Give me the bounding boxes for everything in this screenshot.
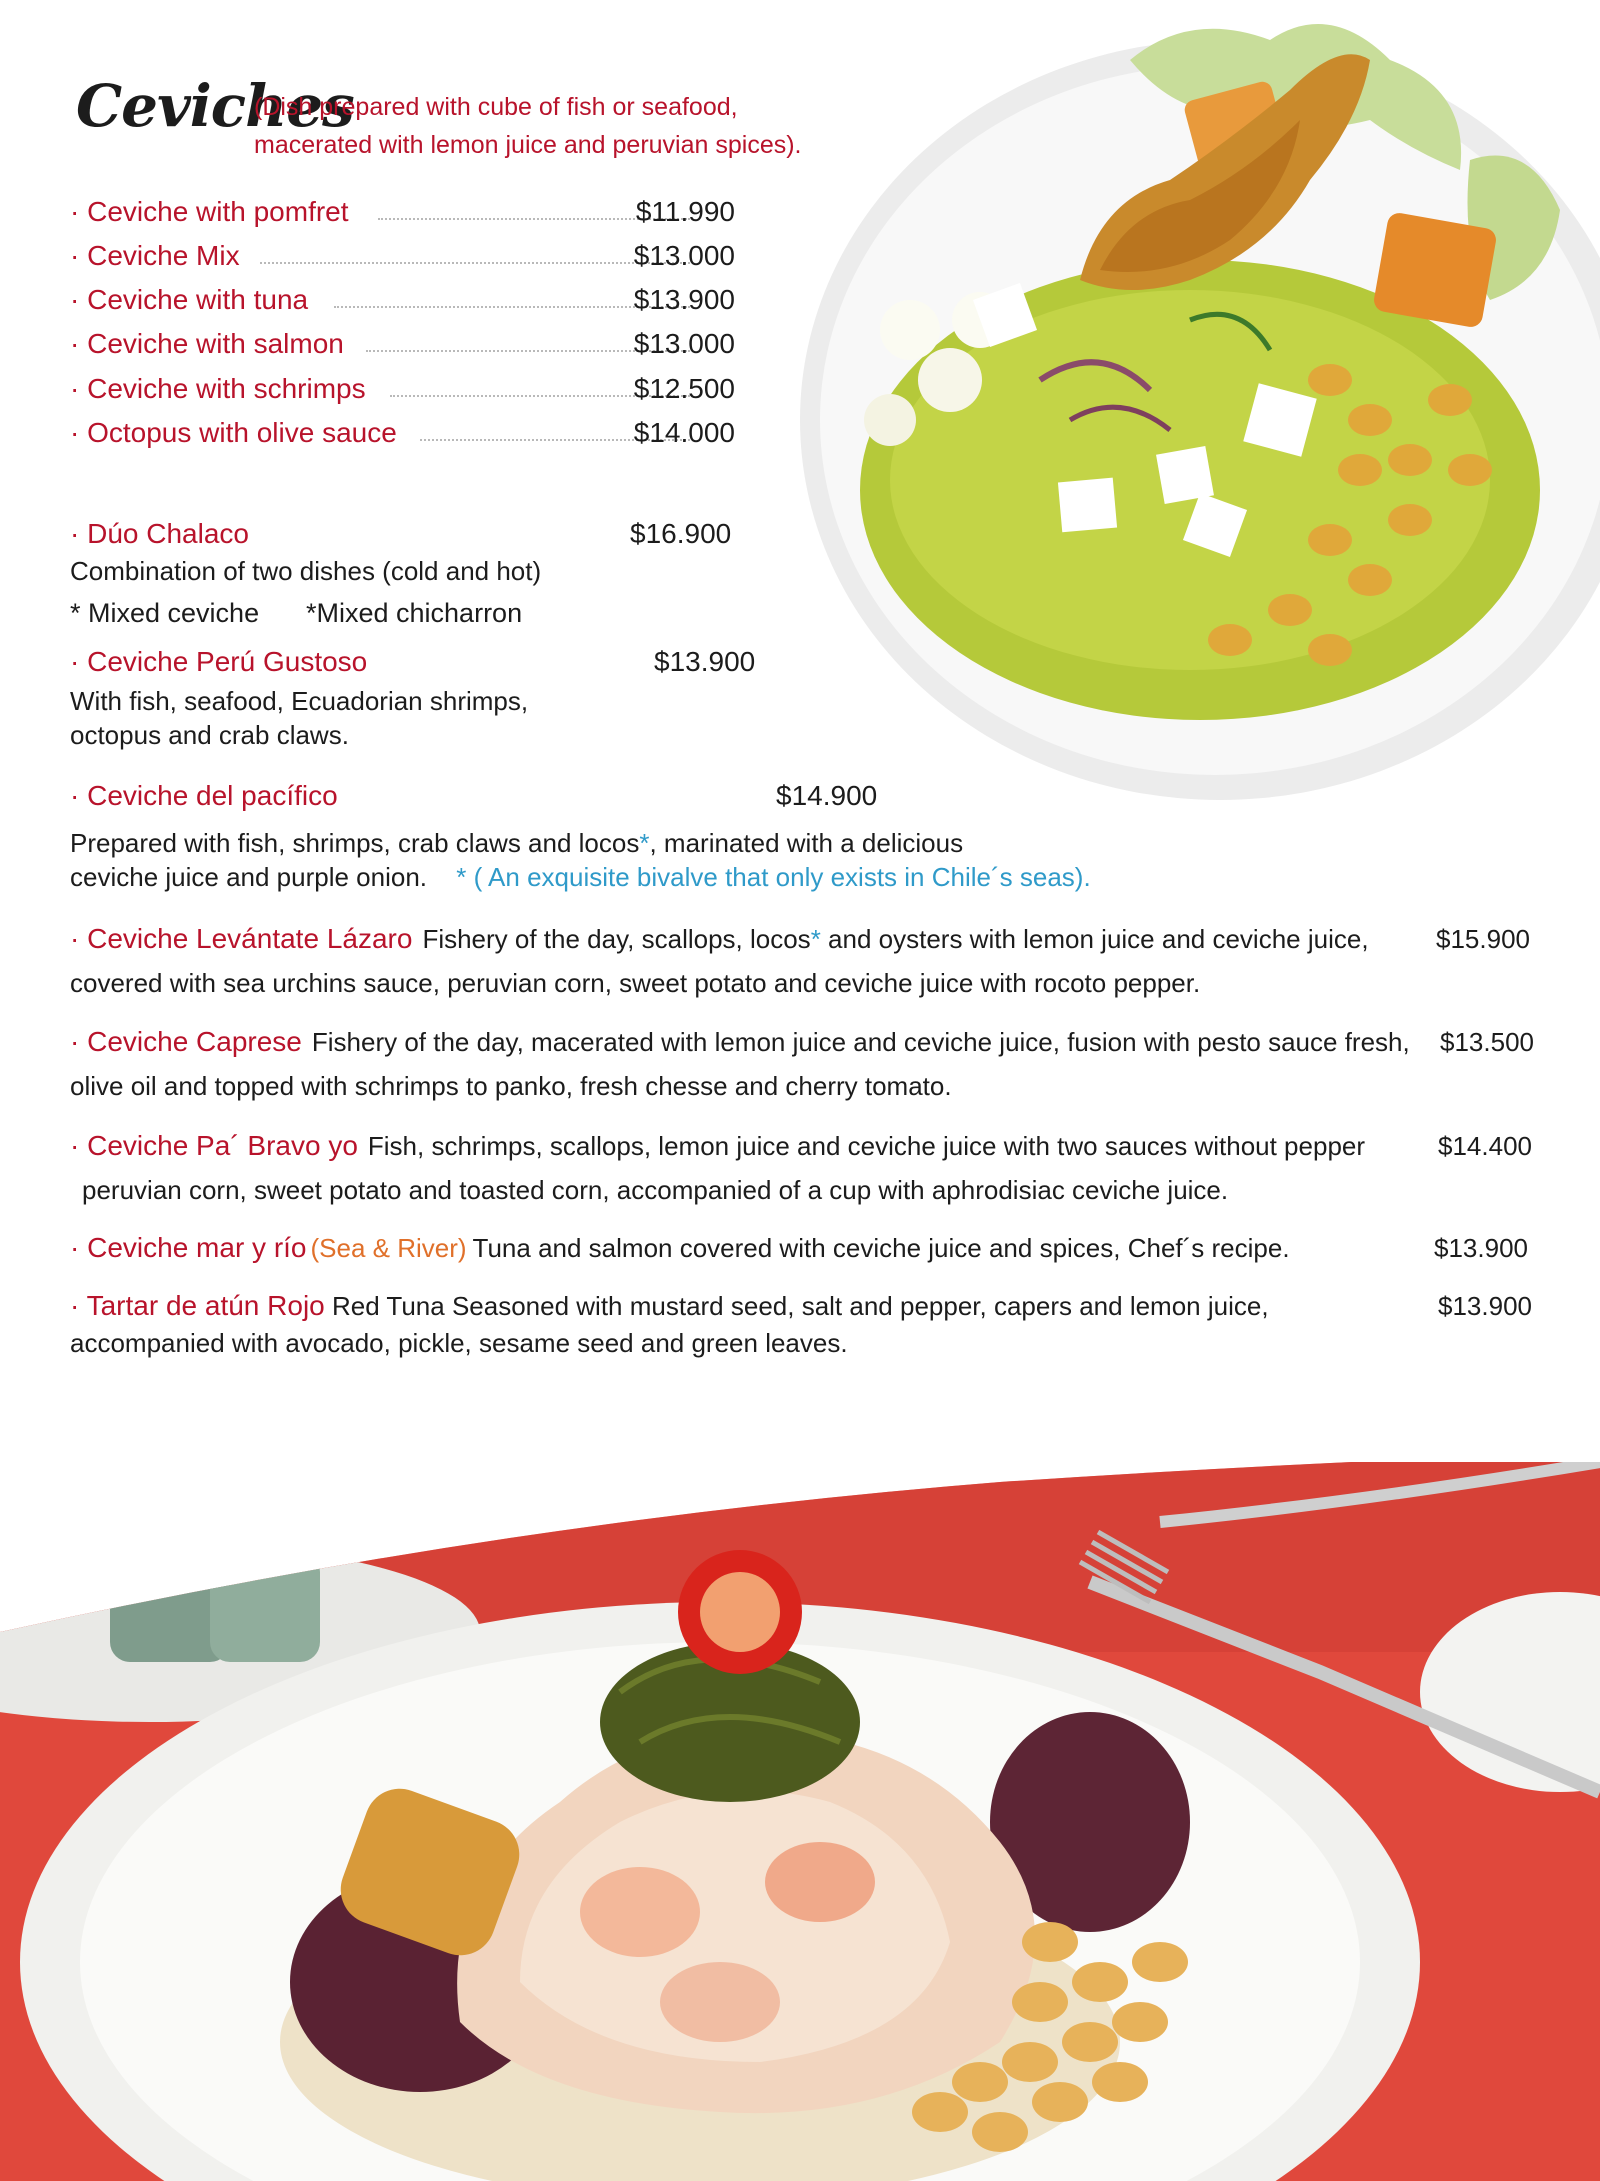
duo-chalaco-name: · Dúo Chalaco [70,518,249,549]
pacifico-desc-1 [70,826,963,861]
menu-item-ceviche-pomfret [70,196,735,236]
item-price: $13.900 [1438,1291,1532,1321]
menu-item-pa-bravo-yo [70,1124,1550,1212]
subtitle-line-1: (Dish prepared with cube of fish or seafood, [254,93,738,121]
menu-item-ceviche-mix [70,240,735,280]
lazaro-line-1 [70,917,1550,961]
item-name: · Ceviche mar y río [70,1232,307,1263]
peru-gustoso-name: · Ceviche Perú Gustoso [70,646,368,677]
item-name: · Ceviche Pa´ Bravo yo [70,1130,358,1161]
menu-item-ceviche-salmon [70,328,735,368]
dotted-leader [260,262,690,264]
item-name: · Ceviche with tuna [70,284,309,315]
lazaro-line-2: covered with sea urchins sauce, peruvian corn, sweet potato and ceviche juice with rocoto pepper. [70,968,1201,998]
pacifico-price: $14.900 [776,780,878,811]
item-price: $14.400 [1438,1131,1532,1161]
item-name: · Ceviche with schrimps [70,373,366,404]
menu-item-levantate-lazaro [70,917,1550,1005]
item-price: $11.990 [635,196,735,227]
green-ceviche-photo [770,0,1600,820]
bravo-desc-1: Fish, schrimps, scallops, lemon juice and ceviche juice with two sauces without pepper [367,1131,1366,1161]
item-price: $13.000 [633,328,735,359]
item-price: $13.500 [1440,1027,1534,1057]
menu-item-octopus-olive-sauce [70,417,735,457]
duo-chalaco-desc: Combination of two dishes (cold and hot) [70,556,542,586]
lazaro-desc-b: and oysters with lemon juice and ceviche juice, [820,924,1369,954]
item-name: · Ceviche with pomfret [70,196,349,227]
locos-footnote: * ( An exquisite bivalve that only exists in Chile´s seas). [456,862,1091,892]
menu-item-caprese [70,1020,1550,1108]
item-price: $14.000 [633,417,735,448]
peru-gustoso-price: $13.900 [654,646,756,677]
pacifico-desc-2 [70,860,1091,895]
asterisk: * [810,924,821,954]
menu-item-ceviche-schrimps [70,373,735,413]
sea-river-tag: (Sea & River) [310,1233,467,1263]
caprese-desc-1: Fishery of the day, macerated with lemon juice and ceviche juice, fusion with pesto sauce fresh, [311,1027,1410,1057]
duo-option-mixed-chicharron: *Mixed chicharron [306,598,523,628]
item-price: $13.900 [1434,1233,1528,1263]
item-name: · Octopus with olive sauce [70,417,397,448]
section-subtitle [254,88,802,164]
item-price: $15.900 [1436,924,1530,954]
pacifico-desc-text-end: , marinated with a delicious [649,828,964,858]
item-price: $13.000 [633,240,735,271]
maryrio-desc-1: Tuna and salmon covered with ceviche juice and spices, Chef´s recipe. [472,1233,1290,1263]
white-ceviche-photo [0,1462,1600,2181]
item-price: $12.500 [633,373,735,404]
maryrio-line-1 [70,1226,1550,1270]
item-name: · Tartar de atún Rojo [70,1290,325,1321]
menu-item-tartar-atun-rojo [70,1286,1550,1360]
pacifico-desc-text: Prepared with fish, shrimps, crab claws and locos [70,828,640,858]
bravo-line-1 [70,1124,1550,1168]
subtitle-line-2: macerated with lemon juice and peruvian spices). [254,131,802,159]
tartar-line-1 [70,1286,1550,1326]
peru-gustoso-desc-1: With fish, seafood, Ecuadorian shrimps, [70,686,529,716]
item-name: · Ceviche Mix [70,240,240,271]
peru-gustoso-desc-2: octopus and crab claws. [70,720,349,750]
tartar-desc-1: Red Tuna Seasoned with mustard seed, salt and pepper, capers and lemon juice, [331,1291,1269,1321]
caprese-line-1 [70,1020,1550,1064]
duo-option-mixed-ceviche: * Mixed ceviche [70,598,260,628]
item-name: · Ceviche Caprese [70,1026,302,1057]
section-title: Ceviches [76,72,354,140]
menu-item-ceviche-tuna [70,284,735,324]
item-name: · Ceviche with salmon [70,328,344,359]
lazaro-desc-a: Fishery of the day, scallops, locos [422,924,811,954]
menu-item-mar-y-rio [70,1226,1550,1270]
pacifico-name: · Ceviche del pacífico [70,780,338,811]
pacifico-desc-text-2: ceviche juice and purple onion. [70,862,428,892]
duo-chalaco-price: $16.900 [630,518,732,549]
bravo-line-2: peruvian corn, sweet potato and toasted corn, accompanied of a cup with aphrodisiac ceviche juice. [82,1175,1229,1205]
caprese-line-2: olive oil and topped with schrimps to panko, fresh chesse and cherry tomato. [70,1071,952,1101]
item-name: · Ceviche Levántate Lázaro [70,923,413,954]
tartar-line-2: accompanied with avocado, pickle, sesame seed and green leaves. [70,1328,848,1358]
item-price: $13.900 [633,284,735,315]
asterisk: * [639,828,650,858]
